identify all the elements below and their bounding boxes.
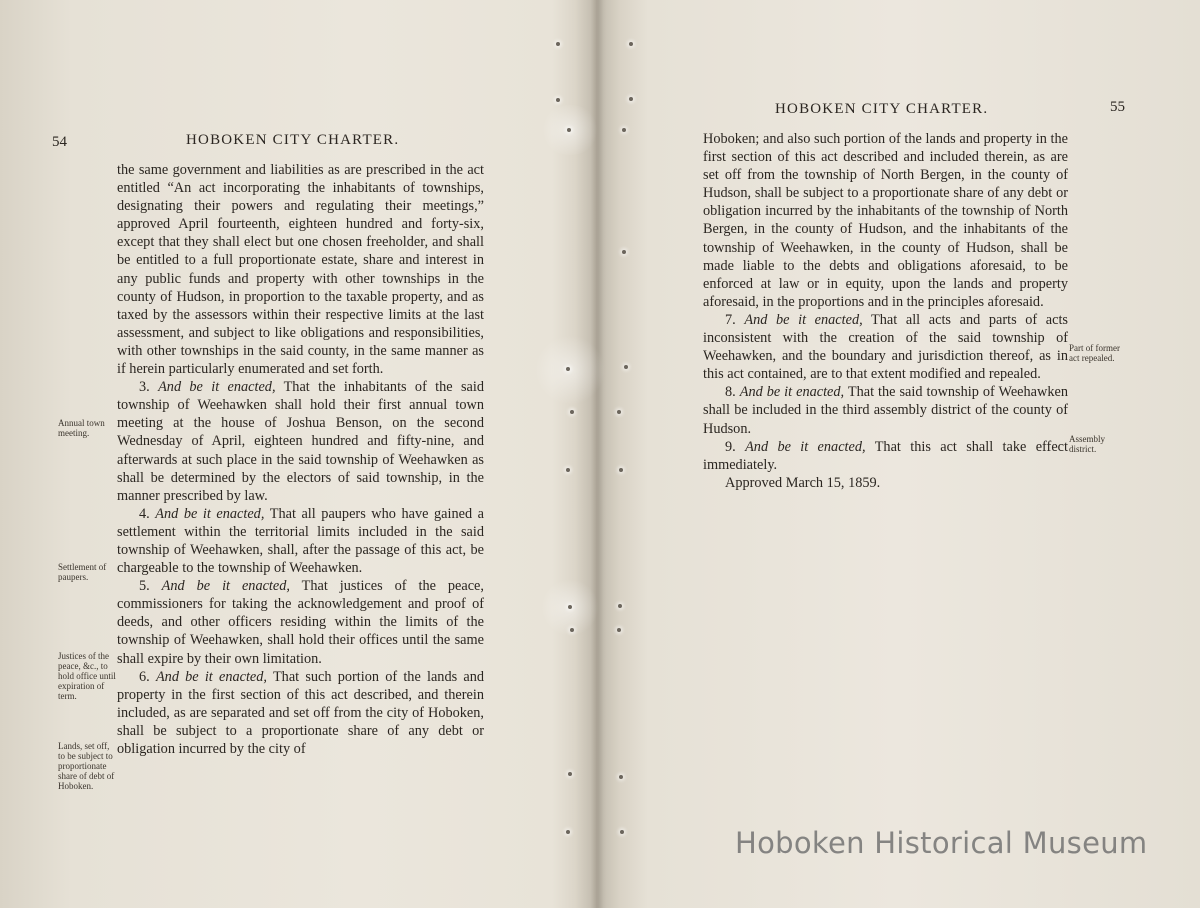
left-body-text — [117, 161, 484, 758]
section-8: 8. And be it enacted, That the said township of Weehawken shall be included in the third assembly district of the county of Hudson. — [703, 384, 1068, 437]
left-page — [0, 0, 595, 908]
right-body-text — [703, 130, 1068, 492]
paragraph-continued: Hoboken; and also such portion of the lands and property in the first section of this act described and included therein, as are set off from the township of North Bergen, in the county of Hudson, shall be subject to a proportionate share of any debt or obligation incurred by the inhabitants of the township of North Bergen, in the county of Hudson, and the inhabitants of the township of Weehawken, in the county of Hudson, shall be made liable to the debts and obligations aforesaid, to be enforced at law or in equity, upon the lands and property aforesaid, in the proportions and in the principles aforesaid. — [703, 131, 1068, 310]
approval-line: Approved March 15, 1859. — [725, 474, 881, 491]
right-page — [605, 0, 1200, 908]
museum-watermark: Hoboken Historical Museum — [735, 826, 1148, 860]
margin-note-lands-set-off: Lands, set off, to be subject to proportionate share of debt of Hoboken. — [58, 741, 115, 791]
section-6: 6. And be it enacted, That such portion of the lands and property in the first section of this act described, and therein included, as are separated and set off from the city of Hoboken, shall be subject to a proportionate share of any debt or obligation incurred by the city of — [117, 668, 484, 757]
section-5: 5. And be it enacted, That justices of the peace, commissioners for taking the acknowledgement and proof of deeds, and other officers residing within the limits of the township of Weehawken, shall hold their offices until the same shall expire by their own limitation. — [117, 578, 484, 667]
page-number: 55 — [1110, 99, 1125, 115]
margin-note-justices: Justices of the peace, &c., to hold office until expiration of term. — [58, 651, 116, 701]
section-7: 7. And be it enacted, That all acts and parts of acts inconsistent with the creation of the said township of Weehawken, and the boundary and jurisdiction thereof, as in this act contained, are to that extent modified and repealed. — [703, 311, 1068, 383]
margin-note-settlement-of-paupers: Settlement of paupers. — [58, 562, 107, 582]
margin-note-part-repealed: Part of former act repealed. — [1069, 343, 1120, 363]
paragraph-continued: the same government and liabilities as are prescribed in the act entitled “An act incorporating the inhabitants of townships, designating their powers and regulating their meetings,” approved April fourteenth, eighteen hundred and forty-six, except that they shall elect but one chosen freeholder, and shall be entitled to a full proportionate estate, share and interest in any public funds and property with other townships in the county of Hudson, in proportion to the taxable property, and as taxed by the assessors within their respective limits at the last assessment, and subject to like obligations and responsibilities, with other townships in the said county, in the same manner as if herein particularly enumerated and set forth. — [117, 162, 484, 378]
margin-note-annual-town-meeting: Annual town meeting. — [58, 418, 105, 438]
margin-note-assembly-district: Assembly district. — [1069, 434, 1105, 454]
page-number: 54 — [52, 134, 67, 150]
running-head: HOBOKEN CITY CHARTER. — [186, 132, 400, 148]
section-9: 9. And be it enacted, That this act shall take effect immediately. — [703, 438, 1068, 473]
section-3: 3. And be it enacted, That the inhabitants of the said township of Weehawken shall hold their first annual town meeting at the house of Joshua Benson, on the second Wednesday of April, eighteen hundred and fifty-nine, and afterwards at such place in the said township of Weehawken as shall be determined by the electors of said township, in the manner prescribed by law. — [117, 379, 484, 504]
section-4: 4. And be it enacted, That all paupers who have gained a settlement within the territorial limits included in the said township of Weehawken, shall, after the passage of this act, be chargeable to the township of Weehawken. — [117, 505, 484, 577]
running-head: HOBOKEN CITY CHARTER. — [775, 101, 989, 117]
